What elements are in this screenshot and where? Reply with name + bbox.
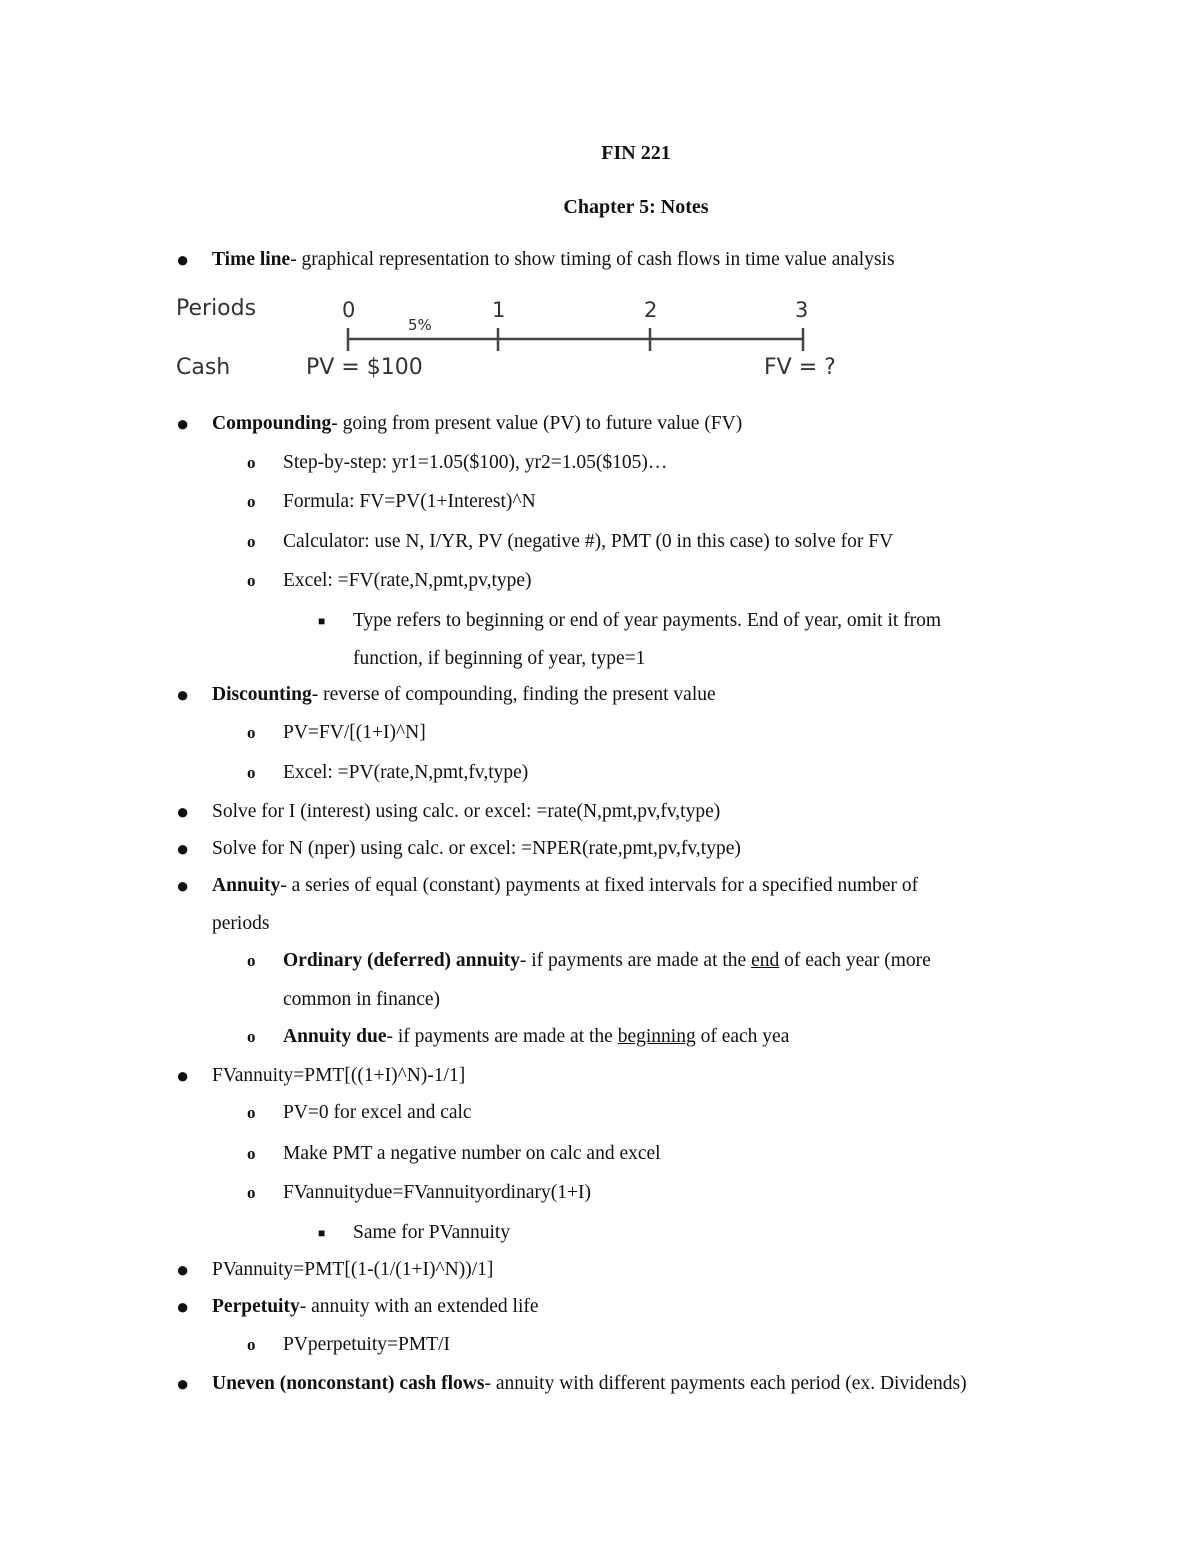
sub-bullet-icon: o — [247, 1103, 256, 1122]
perp-formula: PVperpetuity=PMT/I — [283, 1334, 450, 1355]
bullet-icon: ● — [176, 873, 190, 898]
note-compounding: Compounding- going from present value (PV) to future value (FV) — [212, 413, 743, 434]
note-annuity: Annuity- a series of equal (constant) payments at fixed intervals for a specified number of — [212, 875, 919, 896]
sub-bullet-icon: o — [247, 492, 256, 511]
disc-formula: PV=FV/[(1+I)^N] — [283, 722, 426, 743]
bullet-icon: ● — [176, 799, 190, 824]
annuity-due: Annuity due- if payments are made at the beginning of each yea — [283, 1026, 790, 1047]
sub-bullet-icon: o — [247, 1335, 256, 1354]
bullet-icon: ● — [176, 1257, 190, 1282]
comp-formula: Formula: FV=PV(1+Interest)^N — [283, 491, 536, 512]
bullet-icon: ● — [176, 1294, 190, 1319]
sub-bullet-icon: o — [247, 951, 256, 970]
term-timeline: Time line — [212, 249, 291, 270]
note-perpetuity: Perpetuity- annuity with an extended life — [212, 1296, 539, 1317]
note-discounting: Discounting- reverse of compounding, finding the present value — [212, 684, 716, 705]
note-fv-annuity: FVannuity=PMT[((1+I)^N)-1/1] — [212, 1065, 466, 1086]
timeline-period-0: 0 — [342, 298, 356, 322]
timeline-period-2: 2 — [644, 298, 658, 322]
timeline-cash-label: Cash — [176, 355, 231, 380]
note-solve-n: Solve for N (nper) using calc. or excel: =NPER(rate,pmt,pv,fv,type) — [212, 838, 741, 859]
comp-excel: Excel: =FV(rate,N,pmt,pv,type) — [283, 570, 532, 591]
square-bullet-icon: ■ — [318, 1226, 326, 1240]
term-annuity: Annuity — [212, 875, 281, 896]
note-solve-i: Solve for I (interest) using calc. or excel: =rate(N,pmt,pv,fv,type) — [212, 801, 721, 822]
term-discounting: Discounting — [212, 684, 312, 705]
sub-bullet-icon: o — [247, 1183, 256, 1202]
term-uneven: Uneven (nonconstant) cash flows — [212, 1373, 485, 1394]
timeline-period-1: 1 — [492, 298, 506, 322]
term-ordinary-annuity: Ordinary (deferred) annuity — [283, 950, 520, 971]
timeline-rate: 5% — [408, 316, 432, 334]
comp-step: Step-by-step: yr1=1.05($100), yr2=1.05($105)… — [283, 452, 668, 473]
note-timeline: Time line- graphical representation to show timing of cash flows in time value analysis — [212, 249, 895, 270]
course-title: FIN 221 — [601, 142, 671, 164]
sub-bullet-icon: o — [247, 571, 256, 590]
ordinary-annuity-cont: common in finance) — [283, 989, 441, 1010]
timeline-periods-label: Periods — [176, 296, 257, 321]
bullet-icon: ● — [176, 247, 190, 272]
bullet-icon: ● — [176, 1063, 190, 1088]
fv-annuity-due: FVannuitydue=FVannuityordinary(1+I) — [283, 1182, 591, 1203]
bullet-icon: ● — [176, 411, 190, 436]
type-note-line-1: Type refers to beginning or end of year payments. End of year, omit it from — [353, 610, 942, 631]
chapter-title: Chapter 5: Notes — [563, 196, 709, 218]
term-annuity-due: Annuity due — [283, 1026, 387, 1047]
fv-pmt-negative: Make PMT a negative number on calc and excel — [283, 1143, 661, 1164]
term-compounding: Compounding — [212, 413, 332, 434]
timeline-axis — [340, 326, 810, 356]
term-perpetuity: Perpetuity — [212, 1296, 300, 1317]
bullet-icon: ● — [176, 1371, 190, 1396]
bullet-icon: ● — [176, 682, 190, 707]
timeline-period-3: 3 — [795, 298, 809, 322]
ordinary-annuity: Ordinary (deferred) annuity- if payments are made at the end of each year (more — [283, 950, 931, 971]
disc-excel: Excel: =PV(rate,N,pmt,fv,type) — [283, 762, 529, 783]
sub-bullet-icon: o — [247, 1144, 256, 1163]
same-pv-annuity: Same for PVannuity — [353, 1222, 511, 1243]
sub-bullet-icon: o — [247, 763, 256, 782]
note-pv-annuity: PVannuity=PMT[(1-(1/(1+I)^N))/1] — [212, 1259, 494, 1280]
note-annuity-cont: periods — [212, 913, 270, 934]
bullet-icon: ● — [176, 836, 190, 861]
note-uneven: Uneven (nonconstant) cash flows- annuity with different payments each period (ex. Dividends) — [212, 1373, 967, 1394]
sub-bullet-icon: o — [247, 1027, 256, 1046]
sub-bullet-icon: o — [247, 453, 256, 472]
sub-bullet-icon: o — [247, 532, 256, 551]
sub-bullet-icon: o — [247, 723, 256, 742]
type-note-line-2: function, if beginning of year, type=1 — [353, 648, 646, 669]
timeline-pv: PV = $100 — [306, 355, 423, 380]
fv-pv-zero: PV=0 for excel and calc — [283, 1102, 472, 1123]
timeline-fv: FV = ? — [764, 355, 836, 380]
square-bullet-icon: ■ — [318, 614, 326, 628]
comp-calc: Calculator: use N, I/YR, PV (negative #), PMT (0 in this case) to solve for FV — [283, 531, 894, 552]
